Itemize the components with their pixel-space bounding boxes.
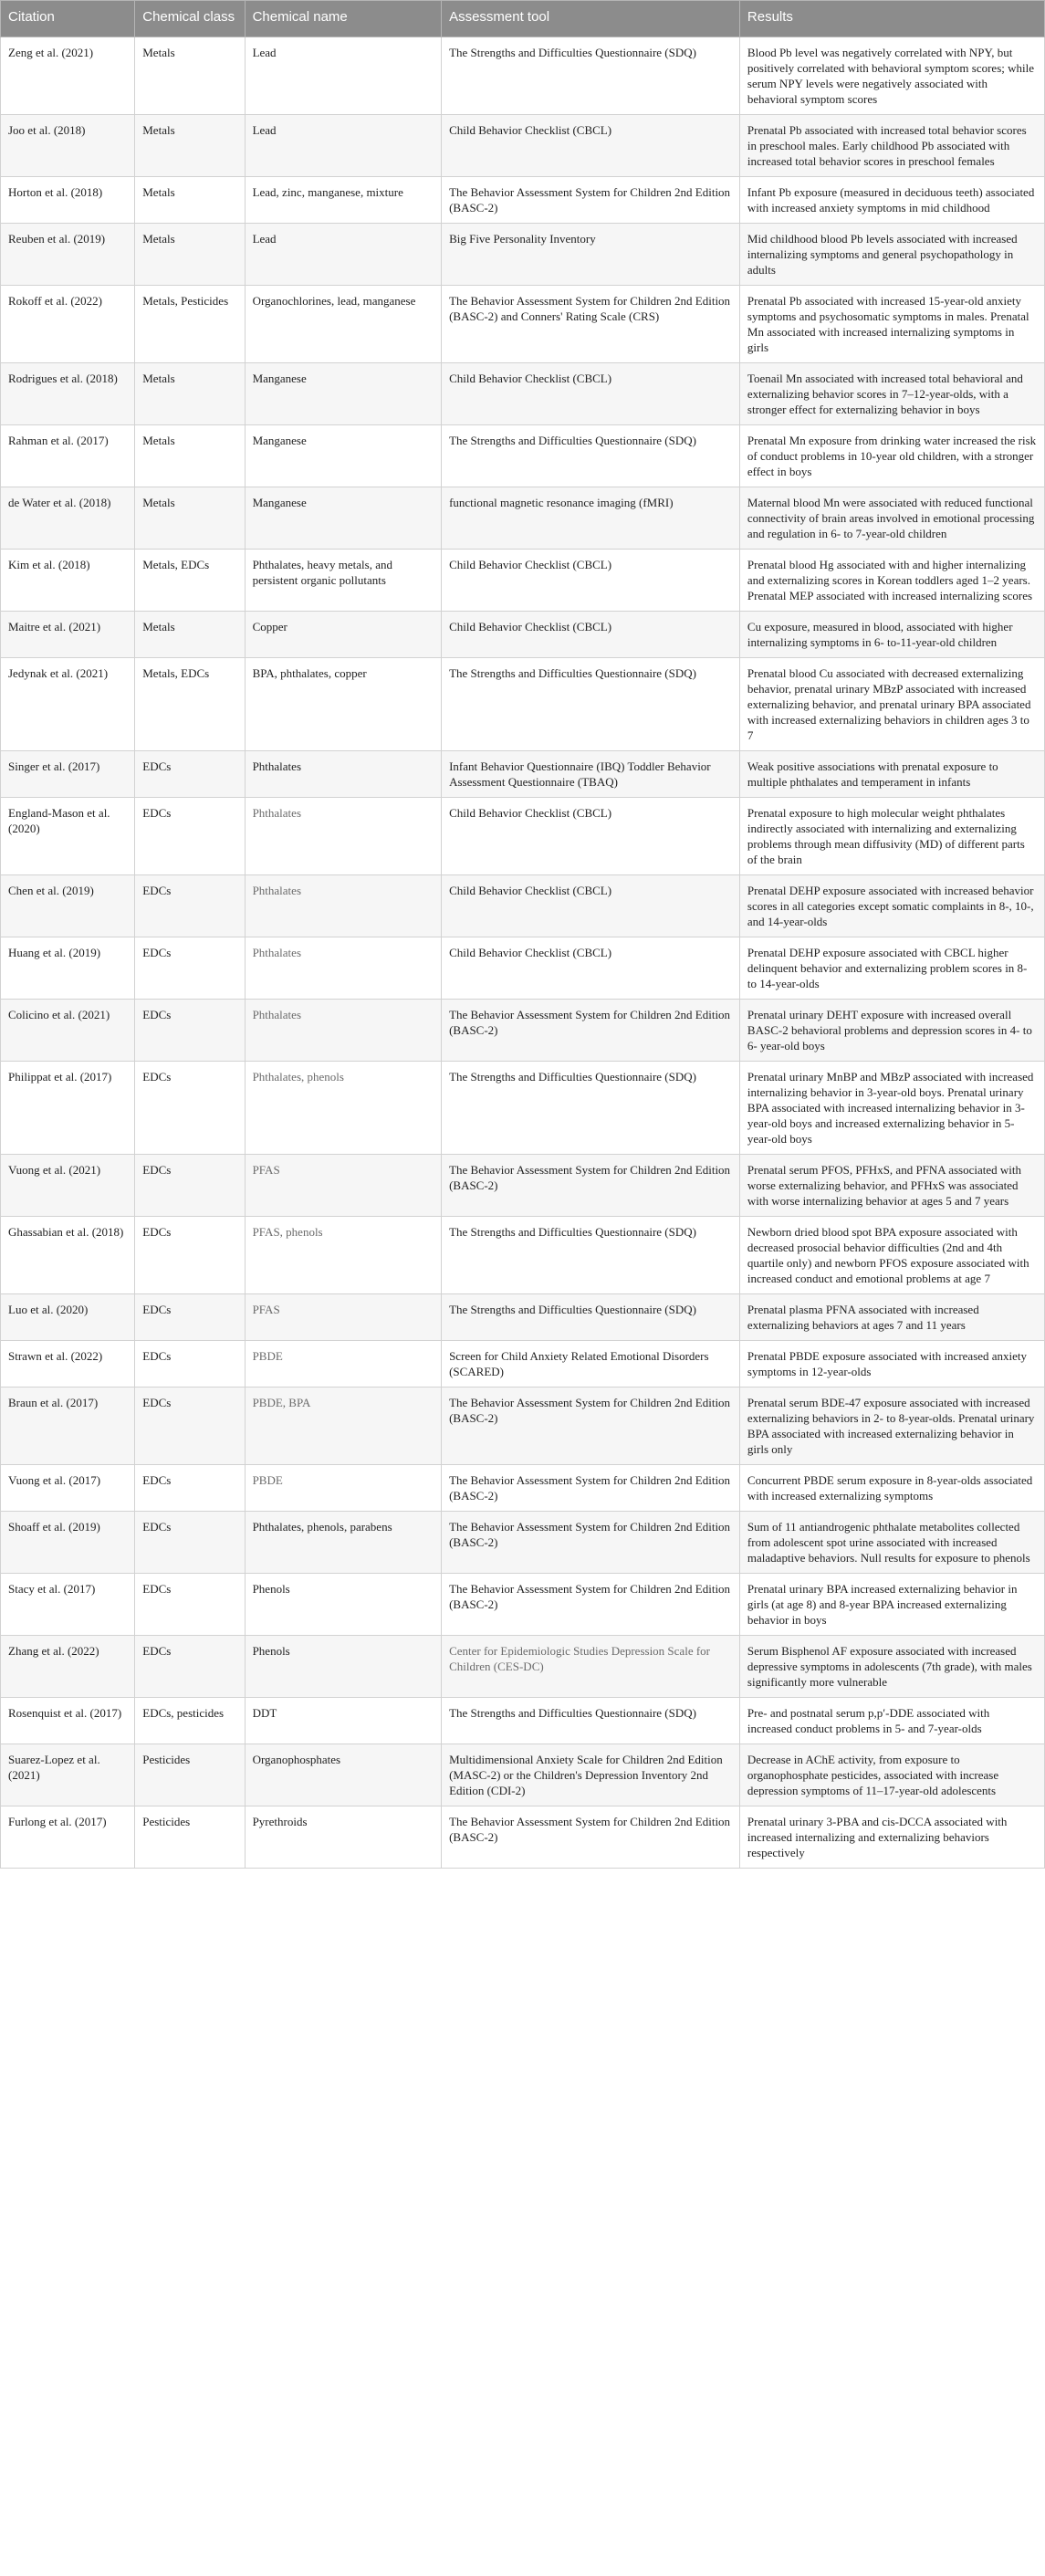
assessment-tool-cell: The Behavior Assessment System for Children 2nd Edition (BASC-2): [442, 1000, 740, 1062]
results-cell: Prenatal PBDE exposure associated with increased anxiety symptoms in 12-year-olds: [739, 1341, 1044, 1387]
assessment-tool-cell: The Behavior Assessment System for Children 2nd Edition (BASC-2): [442, 177, 740, 224]
table-row: [1, 1341, 1045, 1387]
chemical-class-cell: Metals: [135, 487, 245, 550]
assessment-tool-cell: Infant Behavior Questionnaire (IBQ) Toddler Behavior Assessment Questionnaire (TBAQ): [442, 751, 740, 798]
table-row: [1, 937, 1045, 1000]
results-cell: Prenatal exposure to high molecular weight phthalates indirectly associated with internalizing and externalizing problems through mean diffusivity (MD) of different parts of the brain: [739, 798, 1044, 875]
header-chemical-name: Chemical name: [245, 1, 442, 37]
citation-cell: Zeng et al. (2021): [1, 37, 135, 115]
chemical-class-cell: EDCs: [135, 937, 245, 1000]
citation-cell: Rokoff et al. (2022): [1, 286, 135, 363]
table-body: [1, 37, 1045, 1869]
assessment-tool-cell: The Behavior Assessment System for Children 2nd Edition (BASC-2): [442, 1465, 740, 1512]
chemical-class-cell: EDCs: [135, 1465, 245, 1512]
citation-cell: Stacy et al. (2017): [1, 1574, 135, 1636]
chemical-class-cell: EDCs: [135, 1062, 245, 1155]
assessment-tool-cell: Big Five Personality Inventory: [442, 224, 740, 286]
table-header: [1, 1, 1045, 37]
results-cell: Prenatal plasma PFNA associated with increased externalizing behaviors at ages 7 and 11 years: [739, 1294, 1044, 1341]
header-citation: Citation: [1, 1, 135, 37]
table-row: [1, 177, 1045, 224]
chemical-name-cell: Lead: [245, 224, 442, 286]
chemical-name-cell: Phthalates: [245, 937, 442, 1000]
chemical-name-cell: Phthalates: [245, 798, 442, 875]
header-chemical-class: Chemical class: [135, 1, 245, 37]
chemical-name-cell: PFAS: [245, 1294, 442, 1341]
chemical-name-cell: Phthalates, phenols, parabens: [245, 1512, 442, 1574]
table-row: [1, 550, 1045, 612]
results-cell: Blood Pb level was negatively correlated with NPY, but positively correlated with behavioral symptom scores; while serum NPY levels were negatively associated with behavioral symptom scores: [739, 37, 1044, 115]
citation-cell: Colicino et al. (2021): [1, 1000, 135, 1062]
chemical-class-cell: EDCs: [135, 751, 245, 798]
chemical-name-cell: Phthalates: [245, 1000, 442, 1062]
assessment-tool-cell: Child Behavior Checklist (CBCL): [442, 798, 740, 875]
table-row: [1, 751, 1045, 798]
chemical-class-cell: Metals, EDCs: [135, 550, 245, 612]
results-cell: Mid childhood blood Pb levels associated with increased internalizing symptoms and general psychopathology in adults: [739, 224, 1044, 286]
chemical-name-cell: PBDE, BPA: [245, 1387, 442, 1465]
results-cell: Serum Bisphenol AF exposure associated with increased depressive symptoms in adolescents (7th grade), with males significantly more vulnerable: [739, 1636, 1044, 1698]
chemical-class-cell: Metals: [135, 37, 245, 115]
table-row: [1, 363, 1045, 425]
table-row: [1, 1574, 1045, 1636]
table-row: [1, 1387, 1045, 1465]
citation-cell: de Water et al. (2018): [1, 487, 135, 550]
chemical-class-cell: EDCs: [135, 1341, 245, 1387]
citation-cell: Strawn et al. (2022): [1, 1341, 135, 1387]
assessment-tool-cell: The Behavior Assessment System for Children 2nd Edition (BASC-2) and Conners' Rating Scale (CRS): [442, 286, 740, 363]
results-cell: Infant Pb exposure (measured in deciduous teeth) associated with increased anxiety symptoms in mid childhood: [739, 177, 1044, 224]
chemical-name-cell: Organochlorines, lead, manganese: [245, 286, 442, 363]
assessment-tool-cell: The Behavior Assessment System for Children 2nd Edition (BASC-2): [442, 1574, 740, 1636]
chemical-class-cell: EDCs: [135, 1636, 245, 1698]
chemical-name-cell: Phenols: [245, 1636, 442, 1698]
chemical-name-cell: Phthalates, phenols: [245, 1062, 442, 1155]
chemical-name-cell: Manganese: [245, 425, 442, 487]
table-row: [1, 1744, 1045, 1806]
header-results: Results: [739, 1, 1044, 37]
results-cell: Weak positive associations with prenatal exposure to multiple phthalates and temperament in infants: [739, 751, 1044, 798]
table-row: [1, 115, 1045, 177]
assessment-tool-cell: The Behavior Assessment System for Children 2nd Edition (BASC-2): [442, 1512, 740, 1574]
chemical-class-cell: EDCs: [135, 1217, 245, 1294]
table-row: [1, 286, 1045, 363]
table-row: [1, 1806, 1045, 1869]
assessment-tool-cell: Child Behavior Checklist (CBCL): [442, 875, 740, 937]
results-cell: Maternal blood Mn were associated with reduced functional connectivity of brain areas involved in emotional processing and regulation in 6- to 7-year-old children: [739, 487, 1044, 550]
citation-cell: Ghassabian et al. (2018): [1, 1217, 135, 1294]
results-cell: Prenatal Pb associated with increased 15-year-old anxiety symptoms and psychosomatic symptoms in males. Prenatal Mn associated with increased internalizing symptoms in girls: [739, 286, 1044, 363]
results-cell: Sum of 11 antiandrogenic phthalate metabolites collected from adolescent spot urine associated with increased maladaptive behaviors. Null results for exposure to phenols: [739, 1512, 1044, 1574]
results-cell: Prenatal Pb associated with increased total behavior scores in preschool males. Early childhood Pb associated with increased total behavior scores in preschool females: [739, 115, 1044, 177]
chemical-name-cell: Lead: [245, 115, 442, 177]
assessment-tool-cell: functional magnetic resonance imaging (fMRI): [442, 487, 740, 550]
chemical-class-cell: Pesticides: [135, 1806, 245, 1869]
table-row: [1, 875, 1045, 937]
assessment-tool-cell: The Strengths and Difficulties Questionnaire (SDQ): [442, 1217, 740, 1294]
results-cell: Pre- and postnatal serum p,p′-DDE associated with increased conduct problems in 5- and 7-year-olds: [739, 1698, 1044, 1744]
chemical-name-cell: Manganese: [245, 363, 442, 425]
table-row: [1, 1512, 1045, 1574]
citation-cell: Luo et al. (2020): [1, 1294, 135, 1341]
table-row: [1, 37, 1045, 115]
citation-cell: Jedynak et al. (2021): [1, 658, 135, 751]
assessment-tool-cell: The Strengths and Difficulties Questionnaire (SDQ): [442, 658, 740, 751]
chemical-name-cell: PFAS, phenols: [245, 1217, 442, 1294]
chemical-class-cell: Metals: [135, 115, 245, 177]
chemical-name-cell: Manganese: [245, 487, 442, 550]
assessment-tool-cell: The Behavior Assessment System for Children 2nd Edition (BASC-2): [442, 1155, 740, 1217]
chemical-name-cell: Phthalates, heavy metals, and persistent organic pollutants: [245, 550, 442, 612]
results-cell: Toenail Mn associated with increased total behavioral and externalizing behavior scores in 7–12-year-olds, with a stronger effect for externalizing behavior in boys: [739, 363, 1044, 425]
table-row: [1, 1294, 1045, 1341]
assessment-tool-cell: The Strengths and Difficulties Questionnaire (SDQ): [442, 1698, 740, 1744]
results-cell: Prenatal blood Cu associated with decreased externalizing behavior, prenatal urinary MBzP associated with increased externalizing behavior, and prenatal urinary BPA associated with increased externalizing behaviors in children ages 3 to 7: [739, 658, 1044, 751]
chemical-class-cell: EDCs, pesticides: [135, 1698, 245, 1744]
table-row: [1, 612, 1045, 658]
citation-cell: Rahman et al. (2017): [1, 425, 135, 487]
results-cell: Prenatal Mn exposure from drinking water increased the risk of conduct problems in 10-year old children, with a stronger effect in boys: [739, 425, 1044, 487]
chemical-name-cell: PBDE: [245, 1465, 442, 1512]
assessment-tool-cell: Multidimensional Anxiety Scale for Children 2nd Edition (MASC-2) or the Children's Depression Inventory 2nd Edition (CDI-2): [442, 1744, 740, 1806]
table-row: [1, 798, 1045, 875]
chemical-class-cell: EDCs: [135, 1387, 245, 1465]
table-row: [1, 1636, 1045, 1698]
assessment-tool-cell: Child Behavior Checklist (CBCL): [442, 612, 740, 658]
chemical-class-cell: EDCs: [135, 798, 245, 875]
citation-cell: Zhang et al. (2022): [1, 1636, 135, 1698]
table-row: [1, 1062, 1045, 1155]
chemical-class-cell: EDCs: [135, 1000, 245, 1062]
assessment-tool-cell: Child Behavior Checklist (CBCL): [442, 550, 740, 612]
assessment-tool-cell: The Strengths and Difficulties Questionnaire (SDQ): [442, 37, 740, 115]
chemical-class-cell: EDCs: [135, 1294, 245, 1341]
citation-cell: Vuong et al. (2017): [1, 1465, 135, 1512]
chemical-name-cell: Organophosphates: [245, 1744, 442, 1806]
citation-cell: Philippat et al. (2017): [1, 1062, 135, 1155]
chemical-class-cell: EDCs: [135, 1512, 245, 1574]
citation-cell: Shoaff et al. (2019): [1, 1512, 135, 1574]
chemical-name-cell: DDT: [245, 1698, 442, 1744]
chemical-class-cell: Metals: [135, 177, 245, 224]
results-cell: Prenatal urinary DEHT exposure with increased overall BASC-2 behavioral problems and depression scores in 4- to 6- year-old boys: [739, 1000, 1044, 1062]
chemical-class-cell: Metals: [135, 612, 245, 658]
assessment-tool-cell: The Strengths and Difficulties Questionnaire (SDQ): [442, 1062, 740, 1155]
assessment-tool-cell: The Behavior Assessment System for Children 2nd Edition (BASC-2): [442, 1387, 740, 1465]
citation-cell: Suarez-Lopez et al. (2021): [1, 1744, 135, 1806]
assessment-tool-cell: Screen for Child Anxiety Related Emotional Disorders (SCARED): [442, 1341, 740, 1387]
chemical-class-cell: Pesticides: [135, 1744, 245, 1806]
chemical-name-cell: Lead: [245, 37, 442, 115]
citation-cell: Horton et al. (2018): [1, 177, 135, 224]
results-cell: Prenatal DEHP exposure associated with increased behavior scores in all categories except somatic complaints in 8-, 10-, and 14-year-olds: [739, 875, 1044, 937]
results-cell: Newborn dried blood spot BPA exposure associated with decreased prosocial behavior difficulties (2nd and 4th quartile only) and newborn PFOS exposure associated with increased conduct and emotional problems at age 7: [739, 1217, 1044, 1294]
chemical-name-cell: Phthalates: [245, 751, 442, 798]
chemical-class-cell: Metals: [135, 224, 245, 286]
assessment-tool-cell: The Behavior Assessment System for Children 2nd Edition (BASC-2): [442, 1806, 740, 1869]
chemical-name-cell: BPA, phthalates, copper: [245, 658, 442, 751]
results-cell: Prenatal serum BDE-47 exposure associated with increased externalizing behaviors in 2- to 8-year-olds. Prenatal urinary BPA associated with increased externalizing behavior in girls only: [739, 1387, 1044, 1465]
results-cell: Prenatal urinary BPA increased externalizing behavior in girls (at age 8) and 8-year BPA increased externalizing behavior in boys: [739, 1574, 1044, 1636]
results-cell: Prenatal blood Hg associated with and higher internalizing and externalizing scores in Korean toddlers aged 1–2 years. Prenatal MEP associated with increased internalizing scores: [739, 550, 1044, 612]
citation-cell: Furlong et al. (2017): [1, 1806, 135, 1869]
table-row: [1, 224, 1045, 286]
chemical-class-cell: Metals: [135, 425, 245, 487]
chemical-class-cell: EDCs: [135, 1574, 245, 1636]
chemical-class-cell: Metals: [135, 363, 245, 425]
chemical-class-cell: Metals, Pesticides: [135, 286, 245, 363]
chemical-class-cell: EDCs: [135, 1155, 245, 1217]
assessment-tool-cell: Center for Epidemiologic Studies Depression Scale for Children (CES-DC): [442, 1636, 740, 1698]
chemical-class-cell: EDCs: [135, 875, 245, 937]
results-cell: Cu exposure, measured in blood, associated with higher internalizing symptoms in 6- to-11-year-old children: [739, 612, 1044, 658]
assessment-tool-cell: The Strengths and Difficulties Questionnaire (SDQ): [442, 425, 740, 487]
header-assessment-tool: Assessment tool: [442, 1, 740, 37]
results-cell: Decrease in AChE activity, from exposure to organophosphate pesticides, associated with increase depression symptoms of 11–17-year-old adolescents: [739, 1744, 1044, 1806]
results-cell: Concurrent PBDE serum exposure in 8-year-olds associated with increased externalizing symptoms: [739, 1465, 1044, 1512]
citation-cell: Joo et al. (2018): [1, 115, 135, 177]
citation-cell: Rodrigues et al. (2018): [1, 363, 135, 425]
chemical-class-cell: Metals, EDCs: [135, 658, 245, 751]
citation-cell: Braun et al. (2017): [1, 1387, 135, 1465]
assessment-tool-cell: Child Behavior Checklist (CBCL): [442, 115, 740, 177]
table-row: [1, 1155, 1045, 1217]
table-row: [1, 1217, 1045, 1294]
citation-cell: Chen et al. (2019): [1, 875, 135, 937]
header-row: [1, 1, 1045, 37]
citation-cell: Rosenquist et al. (2017): [1, 1698, 135, 1744]
assessment-tool-cell: Child Behavior Checklist (CBCL): [442, 937, 740, 1000]
citation-cell: England-Mason et al. (2020): [1, 798, 135, 875]
table-row: [1, 1698, 1045, 1744]
results-cell: Prenatal urinary 3-PBA and cis-DCCA associated with increased internalizing and externalizing behaviors respectively: [739, 1806, 1044, 1869]
assessment-tool-cell: The Strengths and Difficulties Questionnaire (SDQ): [442, 1294, 740, 1341]
citation-cell: Reuben et al. (2019): [1, 224, 135, 286]
citation-cell: Vuong et al. (2021): [1, 1155, 135, 1217]
table-row: [1, 658, 1045, 751]
results-cell: Prenatal serum PFOS, PFHxS, and PFNA associated with worse externalizing behavior, and PFHxS was associated with worse internalizing behavior at ages 5 and 7 years: [739, 1155, 1044, 1217]
citation-cell: Huang et al. (2019): [1, 937, 135, 1000]
table-row: [1, 1000, 1045, 1062]
table-row: [1, 1465, 1045, 1512]
chemical-name-cell: Phenols: [245, 1574, 442, 1636]
table-row: [1, 487, 1045, 550]
citation-cell: Singer et al. (2017): [1, 751, 135, 798]
results-cell: Prenatal urinary MnBP and MBzP associated with increased internalizing behavior in 3-year-old boys. Prenatal urinary BPA associated with increased internalizing behavior in 3-year-old boys and increased externalizing behavior in 5-year-old boys: [739, 1062, 1044, 1155]
chemical-name-cell: PBDE: [245, 1341, 442, 1387]
citation-cell: Maitre et al. (2021): [1, 612, 135, 658]
chemical-name-cell: Phthalates: [245, 875, 442, 937]
chemical-name-cell: Lead, zinc, manganese, mixture: [245, 177, 442, 224]
table-row: [1, 425, 1045, 487]
chemical-name-cell: PFAS: [245, 1155, 442, 1217]
chemical-name-cell: Copper: [245, 612, 442, 658]
citation-cell: Kim et al. (2018): [1, 550, 135, 612]
chemical-name-cell: Pyrethroids: [245, 1806, 442, 1869]
results-cell: Prenatal DEHP exposure associated with CBCL higher delinquent behavior and externalizing problem scores in 8- to 14-year-olds: [739, 937, 1044, 1000]
assessment-tool-cell: Child Behavior Checklist (CBCL): [442, 363, 740, 425]
